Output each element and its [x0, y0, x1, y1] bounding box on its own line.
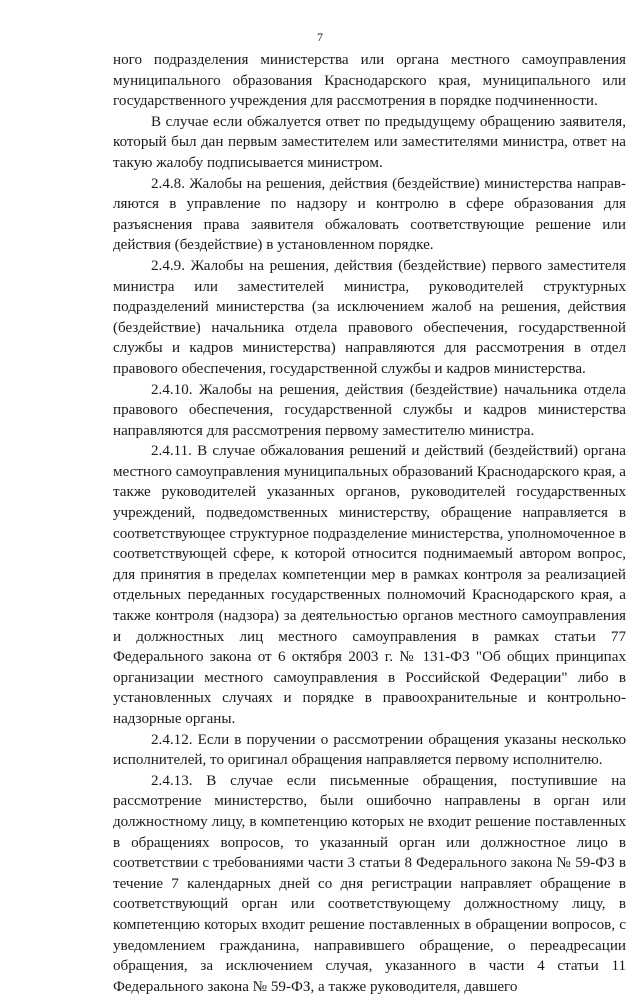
document-body — [113, 50, 626, 997]
page-number: 7 — [317, 30, 323, 44]
paragraph-2-4-12: 2.4.12. Если в поручении о рассмотрении обращения указаны несколько исполнителей, то оригинал обращения направляется первому исполнителю. — [113, 731, 626, 769]
paragraph-2-4-9: 2.4.9. Жалобы на решения, действия (бездействие) первого заместителя министра или заместителей министра, руководителей структурных подразделений министерства (за исключением жалоб на решения, действия (бездействие) начальника отдела правового обеспечения, государственной службы и кадров министерства) направляются для рассмотрения в отдел правового обеспечения, государственной службы и кадров министерства. — [113, 257, 626, 377]
paragraph-2-4-13: 2.4.13. В случае если письменные обращения, поступившие на рассмотрение министерство, были ошибочно направлены в орган или должностному лицу, в компетенцию которых не входит решение поставленных в обращениях вопросов, то указанный орган или должностное лицо в соответствии с требованиями части 3 статьи 8 Федерального закона № 59-ФЗ в течение 7 календарных дней со дня регистрации направляет обращение в соответствующий орган или соответствующему должностному лицу, в компетенцию которых входит решение поставленных в обращении вопросов, с уведомлением гражданина, направившего обращение, о переадресации обращения, за исключением случая, указанного в части 4 статьи 11 Федерального закона № 59-ФЗ, а также руководителя, давшего — [113, 772, 626, 995]
paragraph-continuation: ного подразделения министерства или органа местного самоуправления муниципального образования Краснодарского края, муниципального или государственного учреждения для рассмотрения в порядке подчиненности. — [113, 52, 626, 110]
paragraph-appeal-previous-answer: В случае если обжалуется ответ по предыдущему обращению заявителя, который был дан первым заместителем или заместителями министра, ответ на такую жалобу подписывается министром. — [113, 113, 626, 171]
paragraph-2-4-11: 2.4.11. В случае обжалования решений и действий (бездействий) органа местного самоуправления муниципальных образований Краснодарского края, а также руководителей указанных органов, руководителей государственных учреждений, подведомственных министерству, обращение направляется в соответствующее структурное подразделение министерства, уполномоченное в соответствующей сфере, к которой относится поднимаемый автором вопрос, для принятия в пределах компетенции мер в рамках контроля за реализацией отдельных переданных государственных полномочий Краснодарского края, а также контроля (надзора) за деятельностью органов местного самоуправления и должностных лиц местного самоуправления в рамках статьи 77 Федерального закона от 6 октября 2003 г. № 131-ФЗ "Об общих принципах организации местного самоуправления в Российской Федерации" либо в установленных случаях и порядке в правоохранительные и контрольно-надзорные органы. — [113, 443, 626, 727]
paragraph-2-4-10: 2.4.10. Жалобы на решения, действия (бездействие) начальника отдела правового обеспечения, государственной службы и кадров министерства направляются для рассмотрения первому заместителю министра. — [113, 381, 626, 439]
paragraph-2-4-8: 2.4.8. Жалобы на решения, действия (бездействие) министерства направляются в управление по надзору и контролю в сфере образования для разъяснения права заявителя обжаловать соответствующие решение или действия (бездействие) в установленном порядке. — [113, 175, 626, 254]
